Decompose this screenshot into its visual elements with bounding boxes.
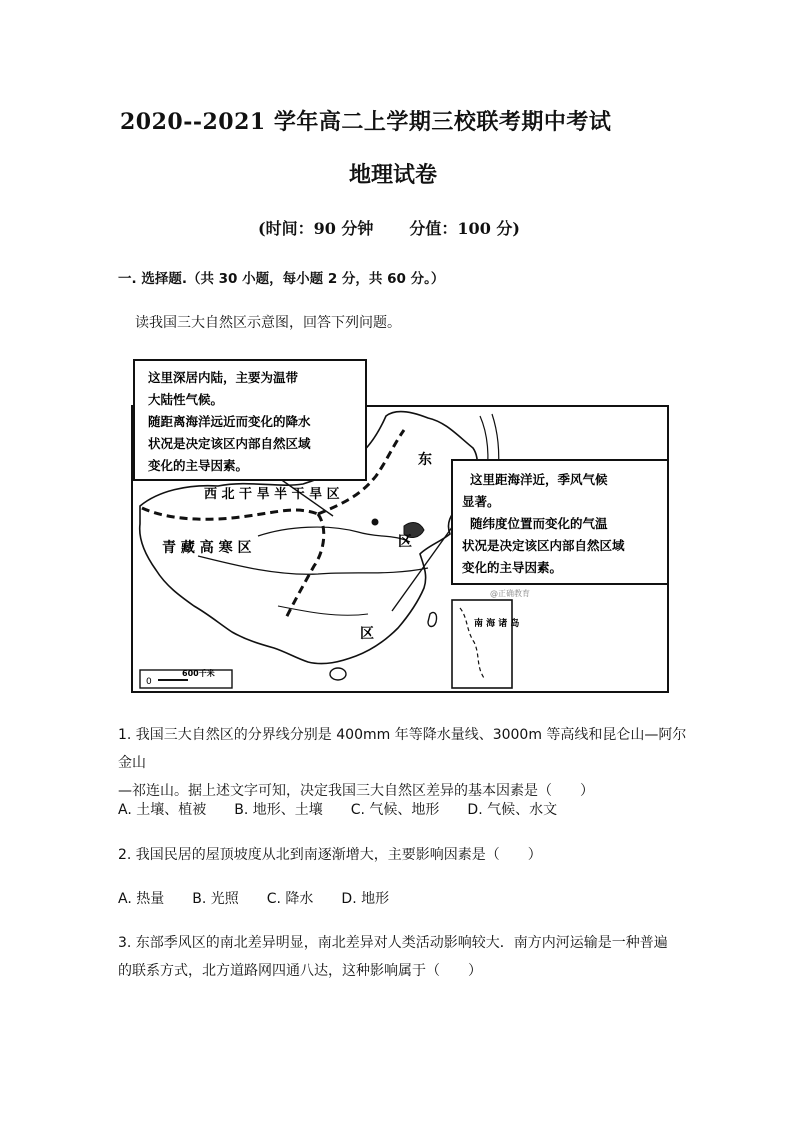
- question-2: 2. 我国民居的屋顶坡度从北到南逐渐增大，主要影响因素是（ ）: [118, 847, 542, 863]
- label-east-region-a: 东: [418, 452, 432, 468]
- label-northwest-region: 西 北 干 旱 半 干 旱 区: [204, 487, 340, 502]
- section-intro: 读我国三大自然区示意图，回答下列问题。: [135, 315, 401, 331]
- beijing-dot: [372, 519, 379, 526]
- exam-title: 2020--2021 学年高二上学期三校联考期中考试: [120, 109, 612, 135]
- label-qingzang-region: 青 藏 高 寒 区: [162, 540, 252, 556]
- taiwan-outline: [428, 612, 437, 626]
- label-south-sea: 南 海 诸 岛: [474, 619, 520, 629]
- question-2-options: A. 热量 B. 光照 C. 降水 D. 地形: [118, 891, 390, 907]
- china-natural-regions-map: [128, 356, 672, 696]
- scale-zero: 0: [146, 677, 152, 687]
- watermark: @正确教育: [490, 589, 530, 598]
- callout-west-text-5: 变化的主导因素。: [148, 458, 249, 473]
- callout-east-text-3: 随纬度位置而变化的气温: [470, 516, 608, 531]
- question-1-options: A. 土壤、植被 B. 地形、土壤 C. 气候、地形 D. 气候、水文: [118, 802, 558, 818]
- callout-east-text-4: 状况是决定该区内部自然区域: [462, 538, 625, 553]
- callout-west-text-3: 随距离海洋远近而变化的降水: [148, 414, 311, 429]
- callout-east-text-1: 这里距海洋近，季风气候: [470, 472, 608, 487]
- scale-distance: 600千米: [182, 669, 215, 678]
- question-1-line-2: —祁连山。据上述文字可知，决定我国三大自然区差异的基本因素是（ ）: [118, 783, 594, 799]
- question-3: [118, 929, 688, 985]
- callout-east-text-5: 变化的主导因素。: [462, 560, 563, 575]
- question-3-line-1: 3. 东部季风区的南北差异明显，南北差异对人类活动影响较大．南方内河运输是一种普遍: [118, 935, 668, 951]
- section-heading: 一. 选择题.（共 30 小题，每小题 2 分，共 60 分。）: [118, 271, 445, 287]
- boundary-3000m: [286, 514, 324, 618]
- hainan-outline: [330, 668, 346, 680]
- yellow-river: [258, 527, 410, 542]
- exam-subtitle: 地理试卷: [349, 162, 438, 188]
- callout-east-text-2: 显著。: [462, 494, 500, 509]
- label-east-region-b: 区: [398, 534, 412, 550]
- question-1: [118, 721, 688, 805]
- question-3-line-2: 的联系方式，北方道路网四通八达，这种影响属于（ ）: [118, 963, 482, 979]
- exam-meta: [258, 216, 520, 239]
- callout-west-text-1: 这里深居内陆，主要为温带: [148, 370, 299, 385]
- boundary-kunlun: [142, 508, 318, 519]
- label-east-region-c: 区: [360, 626, 374, 642]
- callout-west-text-4: 状况是决定该区内部自然区域: [148, 436, 311, 451]
- pearl-river: [278, 606, 368, 615]
- question-1-line-1: 1. 我国三大自然区的分界线分别是 400mm 年等降水量线、3000m 等高线和昆仑山—阿尔金山: [118, 727, 687, 771]
- exam-time: (时间：90 分钟: [258, 219, 374, 238]
- exam-score: 分值：100 分): [409, 219, 520, 238]
- callout-west-text-2: 大陆性气候。: [148, 392, 224, 407]
